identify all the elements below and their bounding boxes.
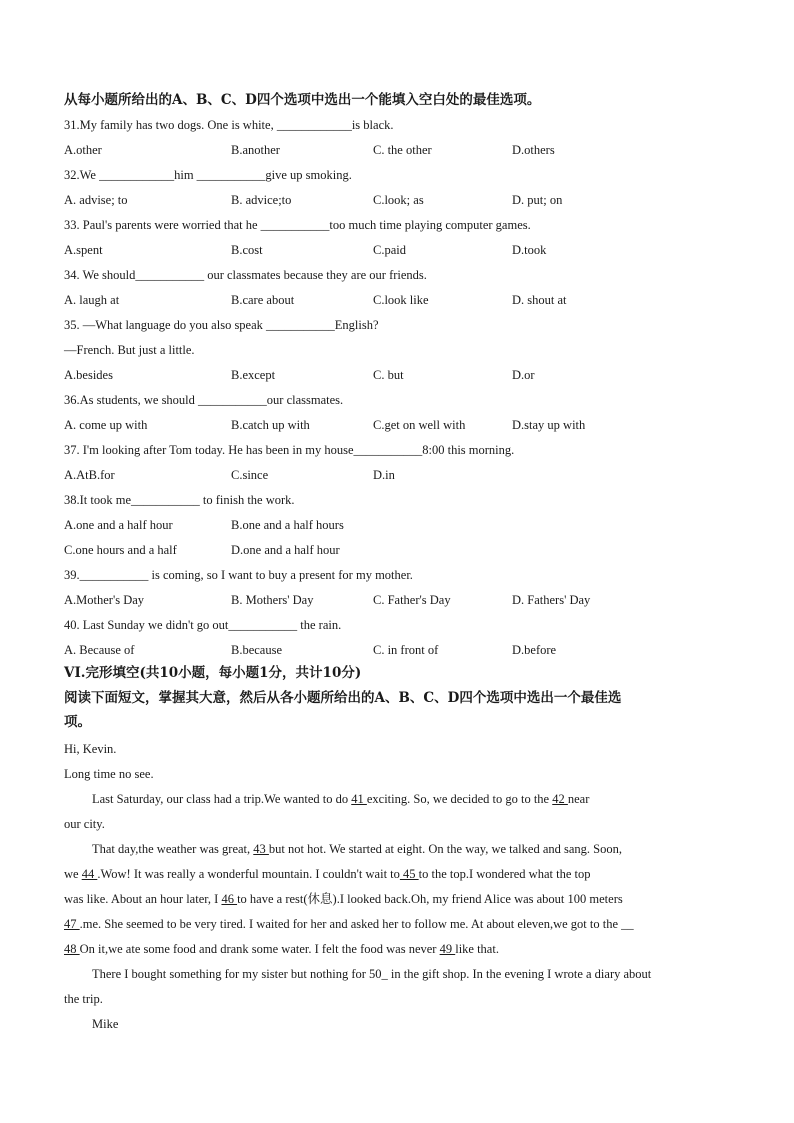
q36-option-d: D.stay up with xyxy=(512,418,586,432)
q40-option-d: D.before xyxy=(512,643,557,657)
letter-line: Long time no see. xyxy=(64,767,154,781)
q32-option-d: D. put; on xyxy=(512,193,563,207)
blank-41: 41 xyxy=(351,792,367,806)
q38-option-d: D.one and a half hour xyxy=(231,543,340,557)
letter-signature: Mike xyxy=(92,1017,119,1031)
q32-option-c: C.look; as xyxy=(373,193,424,207)
paragraph-2-line-1: That day,the weather was great, 43 but not hot. We started at eight. On the way, we talked and sang. Soon, xyxy=(92,842,622,856)
q40-option-b: B.because xyxy=(231,643,283,657)
q34-option-c: C.look like xyxy=(373,293,429,307)
q40-option-a: A. Because of xyxy=(64,643,135,657)
question-39: 39.___________ is coming, so I want to buy a present for my mother. xyxy=(64,568,413,582)
question-40: 40. Last Sunday we didn't go out___________ the rain. xyxy=(64,618,342,632)
paragraph-1-line-1: Last Saturday, our class had a trip.We wanted to do 41 exciting. So, we decided to go to the 42 near xyxy=(92,792,590,806)
section-6-title: VI.完形填空(共10小题，每小题1分，共计10分) xyxy=(64,665,362,681)
question-31: 31.My family has two dogs. One is white, ____________is black. xyxy=(64,118,394,132)
q35-option-c: C. but xyxy=(373,368,404,382)
instruction-heading: 从每小题所给出的A、B、C、D四个选项中选出一个能填入空白处的最佳选项。 xyxy=(64,92,541,108)
paragraph-2-line-3: was like. About an hour later, I 46 to have a rest(休息).I looked back.Oh, my friend Alice was about 100 meters xyxy=(64,892,623,906)
q33-option-a: A.spent xyxy=(64,243,103,257)
q36-option-c: C.get on well with xyxy=(373,418,466,432)
q33-option-c: C.paid xyxy=(373,243,406,257)
q38-option-c: C.one hours and a half xyxy=(64,543,177,557)
question-34: 34. We should___________ our classmates because they are our friends. xyxy=(64,268,427,282)
blank-45: 45 xyxy=(399,867,419,881)
q38-option-a: A.one and a half hour xyxy=(64,518,173,532)
q39-option-b: B. Mothers' Day xyxy=(231,593,314,607)
q37-option-d: D.in xyxy=(373,468,395,482)
q31-option-c: C. the other xyxy=(373,143,432,157)
blank-47: 47 xyxy=(64,917,80,931)
paragraph-3-line-2: the trip. xyxy=(64,992,103,1006)
paragraph-2-line-4: 47 .me. She seemed to be very tired. I waited for her and asked her to follow me. At about eleven,we got to the __ xyxy=(64,917,634,931)
question-32: 32.We ____________him ___________give up smoking. xyxy=(64,168,352,182)
q31-option-a: A.other xyxy=(64,143,102,157)
blank-44: 44 xyxy=(81,867,98,881)
q39-option-c: C. Father's Day xyxy=(373,593,451,607)
paragraph-3-line-1: There I bought something for my sister but nothing for 50_ in the gift shop. In the evening I wrote a diary about xyxy=(92,967,652,981)
q35-option-d: D.or xyxy=(512,368,535,382)
q32-option-b: B. advice;to xyxy=(231,193,292,207)
q39-option-a: A.Mother's Day xyxy=(64,593,145,607)
q38-option-b: B.one and a half hours xyxy=(231,518,344,532)
question-35-reply: —French. But just a little. xyxy=(64,343,195,357)
q32-option-a: A. advise; to xyxy=(64,193,128,207)
paragraph-2-line-2: we 44 .Wow! It was really a wonderful mountain. I couldn't wait to 45 to the top.I wondered what the top xyxy=(64,867,591,881)
q33-option-d: D.took xyxy=(512,243,547,257)
q34-option-b: B.care about xyxy=(231,293,295,307)
blank-48: 48 xyxy=(64,942,80,956)
q33-option-b: B.cost xyxy=(231,243,263,257)
question-36: 36.As students, we should ___________our classmates. xyxy=(64,393,344,407)
question-33: 33. Paul's parents were worried that he ___________too much time playing computer games. xyxy=(64,218,531,232)
blank-49: 49 xyxy=(439,942,456,956)
q34-option-a: A. laugh at xyxy=(64,293,120,307)
q31-option-b: B.another xyxy=(231,143,280,157)
paragraph-1-line-2: our city. xyxy=(64,817,105,831)
q35-option-b: B.except xyxy=(231,368,276,382)
question-35: 35. —What language do you also speak ___________English? xyxy=(64,318,379,332)
blank-46: 46 xyxy=(221,892,238,906)
q37-option-ab: A.AtB.for xyxy=(64,468,115,482)
section-6-instruction-2: 项。 xyxy=(64,714,91,730)
q40-option-c: C. in front of xyxy=(373,643,439,657)
q31-option-d: D.others xyxy=(512,143,555,157)
q35-option-a: A.besides xyxy=(64,368,113,382)
blank-43: 43 xyxy=(253,842,269,856)
q36-option-a: A. come up with xyxy=(64,418,148,432)
question-38: 38.It took me___________ to finish the work. xyxy=(64,493,295,507)
paragraph-2-line-5: 48 On it,we ate some food and drank some water. I felt the food was never 49 like that. xyxy=(64,942,499,956)
q36-option-b: B.catch up with xyxy=(231,418,310,432)
section-6-instruction-1: 阅读下面短文，掌握其大意，然后从各小题所给出的A、B、C、D四个选项中选出一个最佳选 xyxy=(64,690,622,706)
blank-42: 42 xyxy=(552,792,568,806)
q34-option-d: D. shout at xyxy=(512,293,567,307)
letter-greeting: Hi, Kevin. xyxy=(64,742,117,756)
q37-option-c: C.since xyxy=(231,468,269,482)
q39-option-d: D. Fathers' Day xyxy=(512,593,591,607)
question-37: 37. I'm looking after Tom today. He has been in my house___________8:00 this morning. xyxy=(64,443,515,457)
